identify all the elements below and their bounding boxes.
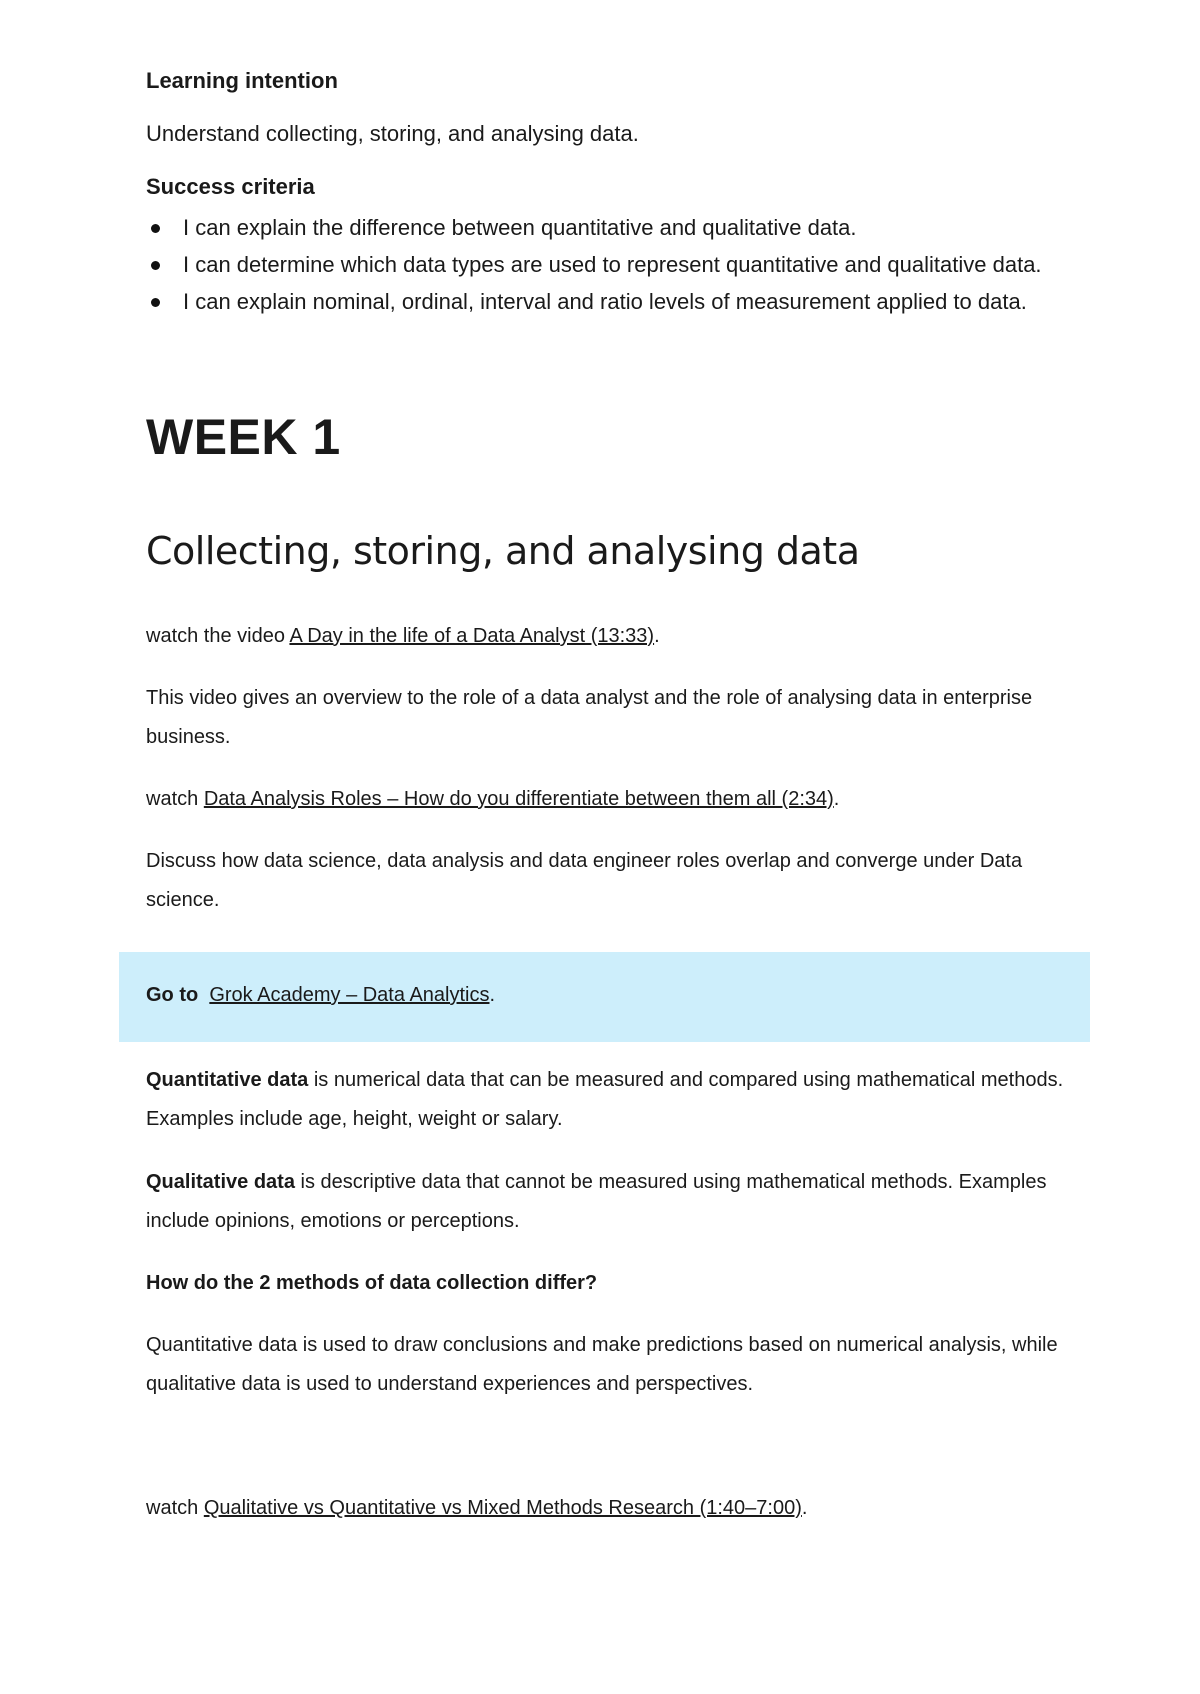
video-2-link[interactable]: Data Analysis Roles – How do you differentiate between them all (2:34)	[203, 788, 834, 810]
callout-prefix: Go to	[146, 984, 199, 1006]
video-1-prefix: watch the video	[146, 625, 290, 647]
video-3-prefix: watch	[146, 1497, 204, 1519]
callout-line	[146, 982, 495, 1008]
question-heading: How do the 2 methods of data collection differ?	[146, 1272, 598, 1294]
bullet-icon	[151, 261, 160, 270]
success-criteria-list	[146, 214, 1091, 325]
criteria-text: I can explain the difference between quantitative and qualitative data.	[183, 215, 857, 240]
video-3-suffix: .	[801, 1497, 808, 1519]
criteria-text: I can explain nominal, ordinal, interval and ratio levels of measurement applied to data.	[183, 289, 1027, 314]
quantitative-paragraph	[146, 1061, 1066, 1139]
video-2-suffix: .	[833, 788, 840, 810]
video-2-prefix: watch	[146, 788, 204, 810]
video-3-link[interactable]: Qualitative vs Quantitative vs Mixed Methods Research (1:40–7:00)	[203, 1497, 802, 1519]
week-title: WEEK 1	[146, 409, 341, 465]
quantitative-definition: is numerical data that can be measured and compared using mathematical methods. Examples include age, height, weight or salary.	[146, 1069, 1064, 1130]
overview-paragraph: This video gives an overview to the role of a data analyst and the role of analysing data in enterprise business.	[146, 687, 1033, 748]
qualitative-term: Qualitative data	[146, 1171, 295, 1193]
video-2-line	[146, 780, 1066, 819]
success-criteria-heading: Success criteria	[146, 174, 315, 199]
list-item	[146, 214, 1091, 242]
bullet-icon	[151, 224, 160, 233]
discuss-paragraph: Discuss how data science, data analysis and data engineer roles overlap and converge under Data science.	[146, 850, 1023, 911]
video-3-line	[146, 1489, 1066, 1528]
list-item	[146, 288, 1091, 316]
callout-box	[119, 952, 1090, 1042]
callout-suffix: .	[489, 984, 496, 1006]
bullet-icon	[151, 298, 160, 307]
video-1-suffix: .	[654, 625, 660, 647]
quantitative-term: Quantitative data	[146, 1069, 309, 1091]
video-1-link[interactable]: A Day in the life of a Data Analyst (13:33)	[289, 625, 655, 647]
grok-academy-link[interactable]: Grok Academy – Data Analytics	[209, 984, 490, 1006]
learning-intention-text: Understand collecting, storing, and analysing data.	[146, 121, 639, 146]
section-title: Collecting, storing, and analysing data	[146, 529, 860, 573]
video-1-line	[146, 617, 1066, 656]
criteria-text: I can determine which data types are used to represent quantitative and qualitative data.	[183, 252, 1042, 277]
qualitative-paragraph	[146, 1163, 1086, 1241]
answer-paragraph: Quantitative data is used to draw conclusions and make predictions based on numerical analysis, while qualitative data is used to understand experiences and perspectives.	[146, 1334, 1058, 1395]
qualitative-definition: is descriptive data that cannot be measured using mathematical methods. Examples include opinions, emotions or perceptions.	[146, 1171, 1047, 1232]
learning-intention-heading: Learning intention	[146, 68, 338, 93]
list-item	[146, 251, 1091, 279]
